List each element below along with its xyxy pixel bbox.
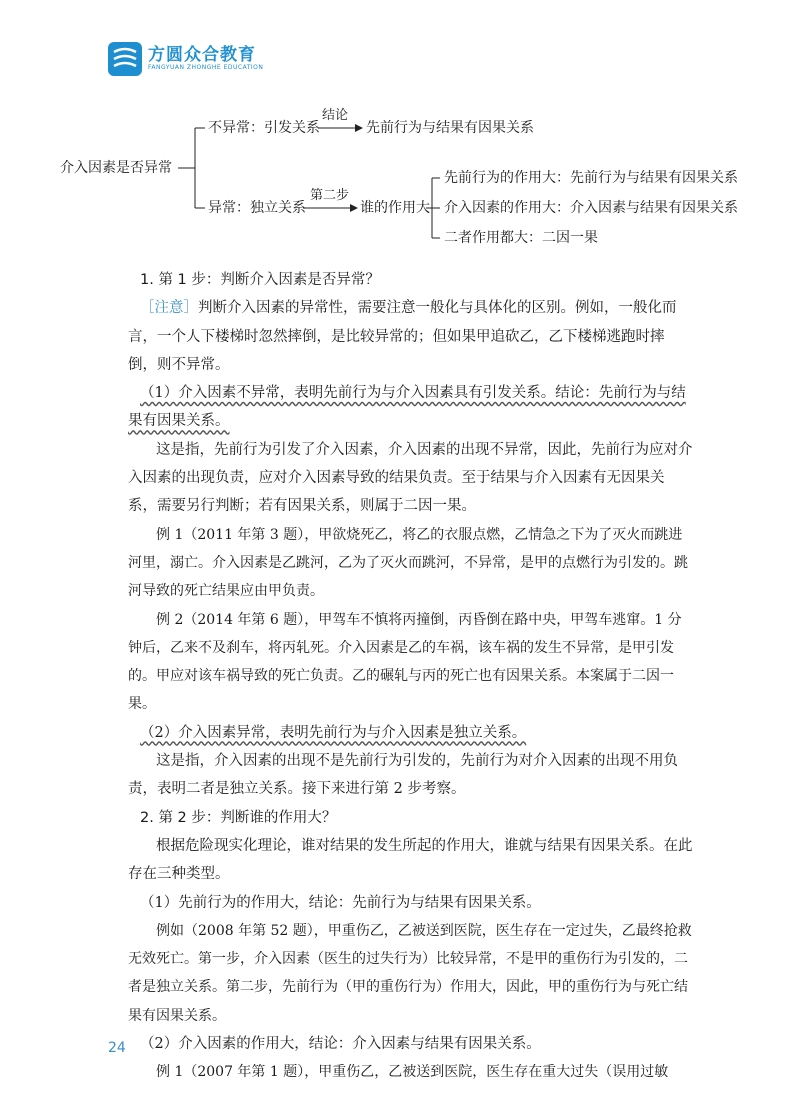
diagram-branch-bottom: 异常：独立关系 <box>208 200 306 216</box>
case2-conclusion: （2）介入因素异常，表明先前行为与介入因素是独立关系。 <box>140 724 527 741</box>
example-2014: 例 2（2014 年第 6 题），甲驾车不慎将丙撞倒，丙昏倒在路中央，甲驾车逃窜。1 分钟后，乙来不及刹车，将丙轧死。介入因素是乙的车祸，该车祸的发生不异常，是甲引发的。甲应对该车祸导致的死亡负责。乙的碾轧与丙的死亡也有因果关系。本案属于二因一果。 <box>128 611 682 713</box>
note-label: ［注意］ <box>140 300 198 317</box>
page-number: 24 <box>108 1040 126 1056</box>
example-2007: 例 1（2007 年第 1 题），甲重伤乙，乙被送到医院，医生存在重大过失（误用过敏 <box>156 1064 669 1081</box>
causation-diagram <box>60 100 740 260</box>
diagram-arrow-top-label: 结论 <box>322 108 349 123</box>
example-2011: 例 1（2011 年第 3 题），甲欲烧死乙，将乙的衣服点燃，乙情急之下为了灭火而跳进河里，溺亡。介入因素是乙跳河，乙为了灭火而跳河，不异常，是甲的点燃行为引发的。跳河导致的死亡结果应由甲负责。 <box>128 526 688 600</box>
body-text <box>128 266 693 1087</box>
case1-conclusion: （1）介入因素不异常，表明先前行为与介入因素具有引发关系。结论：先前行为与结果有因果关系。 <box>128 385 686 430</box>
type1-heading: （1）先前行为的作用大，结论：先前行为与结果有因果关系。 <box>140 894 541 911</box>
diagram-arrow-bottom-label: 第二步 <box>310 188 350 203</box>
type2-heading: （2）介入因素的作用大，结论：介入因素与结果有因果关系。 <box>140 1036 541 1053</box>
logo-name-cn: 方圆众合教育 <box>148 45 256 65</box>
case1-explanation: 这是指，先前行为引发了介入因素，介入因素的出现不异常，因此，先前行为应对介入因素的出现负责，应对介入因素导致的结果负责。至于结果与介入因素有无因果关系，需要另行判断；若有因果关系，则属于二因一果。 <box>128 441 693 515</box>
diagram-outcome-1: 先前行为的作用大：先前行为与结果有因果关系 <box>444 170 738 186</box>
diagram-root: 介入因素是否异常 <box>60 160 172 176</box>
example-2008: 例如（2008 年第 52 题），甲重伤乙，乙被送到医院，医生存在一定过失，乙最终抢救无效死亡。第一步，介入因素（医生的过失行为）比较异常，不是甲的重伤行为引发的，二者是独立关系。第二步，先前行为（甲的重伤行为）作用大，因此，甲的重伤行为与死亡结果有因果关系。 <box>128 922 692 1024</box>
diagram-branch-top: 不异常：引发关系 <box>208 120 320 136</box>
step1-heading: 1. 第 1 步：判断介入因素是否异常？ <box>140 272 380 288</box>
note-paragraph <box>128 294 693 379</box>
step2-heading: 2. 第 2 步：判断谁的作用大？ <box>140 809 337 826</box>
diagram-outcome-2: 介入因素的作用大：介入因素与结果有因果关系 <box>444 200 738 216</box>
step2-intro: 根据危险现实化理论，谁对结果的发生所起的作用大，谁就与结果有因果关系。在此存在三种类型。 <box>128 837 693 883</box>
publisher-logo <box>108 42 263 76</box>
diagram-middle: 谁的作用大 <box>360 200 430 216</box>
case2-explanation: 这是指，介入因素的出现不是先前行为引发的，先前行为对介入因素的出现不用负责，表明二者是独立关系。接下来进行第 2 步考察。 <box>128 753 678 798</box>
logo-name-en: FANGYUAN ZHONGHE EDUCATION <box>148 64 264 71</box>
diagram-result-top: 先前行为与结果有因果关系 <box>366 120 534 136</box>
logo-wave-icon <box>108 42 142 76</box>
note-text: 判断介入因素的异常性，需要注意一般化与具体化的区别。例如，一般化而言，一个人下楼梯时忽然摔倒，是比较异常的；但如果甲追砍乙，乙下楼梯逃跑时摔倒，则不异常。 <box>128 300 677 373</box>
diagram-outcome-3: 二者作用都大：二因一果 <box>444 230 598 246</box>
